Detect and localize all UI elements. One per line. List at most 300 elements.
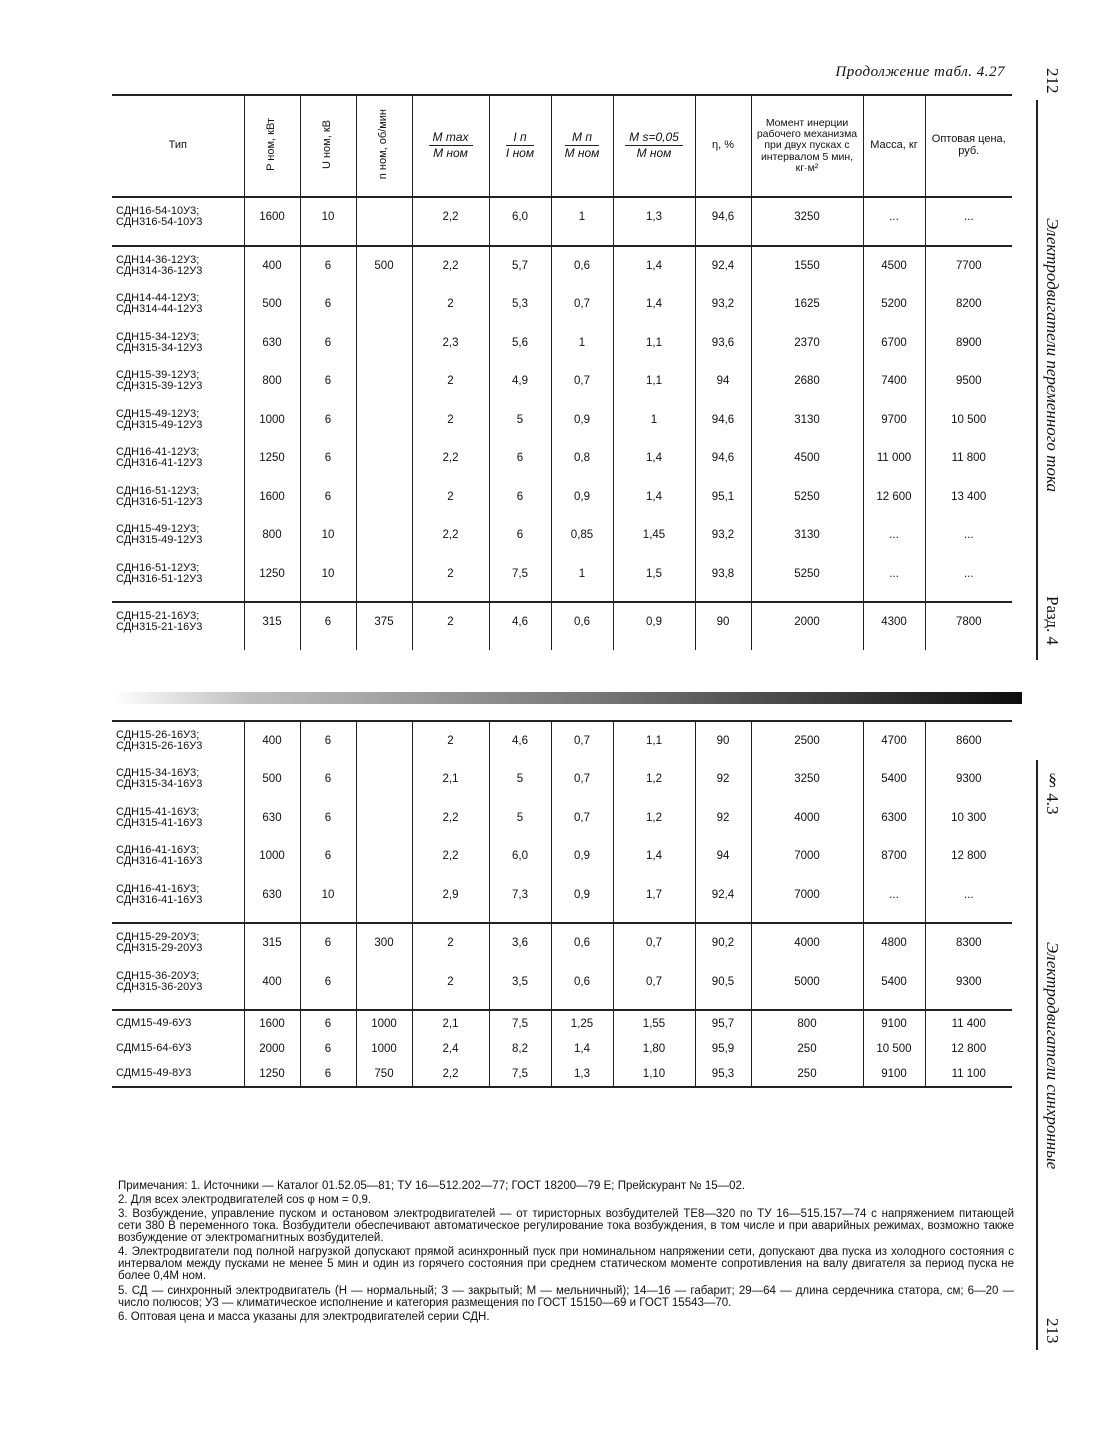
table-row [112, 1061, 1012, 1087]
cell-mass: ... [863, 197, 925, 237]
cell-type [112, 516, 244, 555]
table-row [112, 439, 1012, 478]
cell-voltage: 6 [300, 963, 356, 1002]
cell-mmax: 2 [412, 923, 489, 963]
type-line-2: СДН314-44-12У3 [116, 303, 203, 316]
paragraph-label: § 4.3 [1043, 770, 1062, 815]
cell-efficiency: 94 [695, 362, 751, 401]
cell-ip: 3,5 [489, 963, 551, 1002]
cell-voltage: 6 [300, 285, 356, 324]
cell-m005: 1,45 [613, 516, 695, 555]
cell-power: 400 [244, 721, 300, 761]
header-mass: Масса, кг [863, 95, 925, 197]
cell-type [112, 197, 244, 237]
cell-voltage: 6 [300, 246, 356, 286]
cell-type [112, 963, 244, 1002]
cell-mmax: 2,2 [412, 1061, 489, 1087]
type-line-1: СДМ15-49-6У3 [116, 1017, 192, 1029]
table-row [112, 197, 1012, 237]
cell-voltage: 6 [300, 602, 356, 642]
cell-inertia: 5000 [751, 963, 863, 1002]
cell-mp: 0,6 [551, 246, 613, 286]
cell-mp: 0,7 [551, 799, 613, 838]
type-line-2: СДН316-41-16У3 [116, 893, 203, 906]
table-row [112, 923, 1012, 963]
cell-mass: 6700 [863, 324, 925, 363]
note-5: 5. СД — синхронный электродвигатель (Н — нормальный; З — закрытый; М — мельничный); 14—16 — габарит; 29—64 — длина сердечника статора, см; 6—20 — число полюсов; У3 — климатическое исполнение и категория размещения по ГОСТ 15150—69 и ГОСТ 15543—70. [118, 1284, 1014, 1309]
cell-price: 11 400 [925, 1010, 1012, 1036]
spacer-row [112, 1001, 1012, 1010]
cell-price: 9500 [925, 362, 1012, 401]
cell-ip: 7,5 [489, 1061, 551, 1087]
cell-type [112, 721, 244, 761]
cell-m005: 1,1 [613, 324, 695, 363]
cell-m005: 1,10 [613, 1061, 695, 1087]
cell-mp: 1 [551, 555, 613, 594]
cell-mmax: 2 [412, 721, 489, 761]
running-title-1: Электродвигатели переменного тока [1043, 218, 1062, 492]
running-title-2: Электродвигатели синхронные [1043, 942, 1062, 1170]
header-efficiency: η, % [695, 95, 751, 197]
cell-type [112, 1010, 244, 1036]
cell-efficiency: 90 [695, 721, 751, 761]
cell-ip: 4,6 [489, 721, 551, 761]
cell-mp: 1,4 [551, 1036, 613, 1061]
cell-voltage: 6 [300, 721, 356, 761]
table-row [112, 837, 1012, 876]
cell-price: 12 800 [925, 837, 1012, 876]
cell-inertia: 800 [751, 1010, 863, 1036]
cell-m005: 1 [613, 401, 695, 440]
cell-type [112, 876, 244, 915]
type-line-2: СДН316-41-16У3 [116, 855, 203, 868]
cell-mmax: 2,1 [412, 1010, 489, 1036]
cell-voltage: 10 [300, 516, 356, 555]
cell-inertia: 2370 [751, 324, 863, 363]
cell-mmax: 2,2 [412, 439, 489, 478]
spacer-row [112, 593, 1012, 602]
cell-ip: 6 [489, 439, 551, 478]
cell-mass: 11 000 [863, 439, 925, 478]
cell-power: 1000 [244, 837, 300, 876]
type-line-1: СДН16-54-10У3; [116, 205, 200, 218]
cell-speed: 1000 [356, 1036, 412, 1061]
note-2: 2. Для всех электродвигателей cos φ ном = 0,9. [118, 1194, 372, 1207]
cell-ip: 4,6 [489, 602, 551, 642]
type-line-2: СДН315-34-12У3 [116, 341, 203, 354]
cell-ip: 5 [489, 760, 551, 799]
cell-efficiency: 93,6 [695, 324, 751, 363]
cell-ip: 5 [489, 799, 551, 838]
cell-inertia: 4000 [751, 923, 863, 963]
cell-voltage: 10 [300, 197, 356, 237]
cell-mp: 0,6 [551, 602, 613, 642]
cell-m005: 1,55 [613, 1010, 695, 1036]
cell-speed [356, 516, 412, 555]
cell-efficiency: 93,8 [695, 555, 751, 594]
type-line-2: СДН316-51-12У3 [116, 572, 203, 585]
cell-ip: 5 [489, 401, 551, 440]
type-line-1: СДН15-41-16У3; [116, 805, 200, 818]
cell-mp: 0,9 [551, 837, 613, 876]
type-line-1: СДН15-34-16У3; [116, 767, 200, 780]
table-row [112, 555, 1012, 594]
cell-ip: 5,7 [489, 246, 551, 286]
cell-power: 500 [244, 760, 300, 799]
header-mmax: $\frac{\text{M max}}{\text{M ном}}$ [412, 95, 489, 197]
header-price: Оптовая цена, руб. [925, 95, 1012, 197]
type-line-2: СДН315-29-20У3 [116, 942, 203, 955]
cell-speed [356, 555, 412, 594]
cell-inertia: 7000 [751, 837, 863, 876]
cell-speed [356, 963, 412, 1002]
cell-mmax: 2 [412, 401, 489, 440]
cell-price: 8300 [925, 923, 1012, 963]
type-line-1: СДН16-41-12У3; [116, 446, 200, 459]
cell-efficiency: 92,4 [695, 876, 751, 915]
cell-ip: 7,5 [489, 555, 551, 594]
cell-mp: 0,9 [551, 478, 613, 517]
cell-inertia: 250 [751, 1061, 863, 1087]
cell-mp: 0,7 [551, 721, 613, 761]
cell-inertia: 4500 [751, 439, 863, 478]
cell-price: 7700 [925, 246, 1012, 286]
cell-efficiency: 92 [695, 760, 751, 799]
cell-mp: 1 [551, 324, 613, 363]
cell-mp: 0,7 [551, 285, 613, 324]
cell-m005: 1,4 [613, 285, 695, 324]
cell-type [112, 837, 244, 876]
cell-m005: 1,1 [613, 362, 695, 401]
type-line-2: СДН316-41-12У3 [116, 457, 203, 470]
cell-voltage: 6 [300, 362, 356, 401]
cell-m005: 1,7 [613, 876, 695, 915]
cell-voltage: 6 [300, 324, 356, 363]
cell-type [112, 1061, 244, 1087]
cell-mmax: 2,9 [412, 876, 489, 915]
page-number-left: 212 [1043, 68, 1062, 94]
type-line-2: СДН315-34-16У3 [116, 778, 203, 791]
cell-mass: 4300 [863, 602, 925, 642]
page-gap [112, 650, 1012, 721]
cell-m005: 1,2 [613, 799, 695, 838]
cell-mp: 0,9 [551, 401, 613, 440]
cell-mass: 6300 [863, 799, 925, 838]
cell-price: 11 100 [925, 1061, 1012, 1087]
cell-m005: 1,1 [613, 721, 695, 761]
cell-m005: 1,4 [613, 478, 695, 517]
cell-mass: 8700 [863, 837, 925, 876]
type-line-1: СДН15-49-12У3; [116, 523, 200, 536]
table-row [112, 799, 1012, 838]
type-line-1: СДН15-49-12У3; [116, 407, 200, 420]
type-line-2: СДН315-41-16У3 [116, 816, 203, 829]
cell-mass: 7400 [863, 362, 925, 401]
type-line-2: СДН316-54-10У3 [116, 216, 203, 229]
cell-efficiency: 93,2 [695, 516, 751, 555]
cell-m005: 1,80 [613, 1036, 695, 1061]
table-row [112, 1036, 1012, 1061]
cell-speed [356, 837, 412, 876]
cell-m005: 0,7 [613, 963, 695, 1002]
header-power: P ном, кВт [244, 95, 300, 197]
notes [118, 1180, 1014, 1325]
type-line-2: СДН315-26-16У3 [116, 739, 203, 752]
cell-mp: 0,8 [551, 439, 613, 478]
table-row [112, 963, 1012, 1002]
type-line-2: СДН314-36-12У3 [116, 264, 203, 277]
cell-inertia: 1625 [751, 285, 863, 324]
cell-inertia: 1550 [751, 246, 863, 286]
cell-voltage: 6 [300, 923, 356, 963]
cell-ip: 4,9 [489, 362, 551, 401]
cell-inertia: 4000 [751, 799, 863, 838]
cell-mass: 9100 [863, 1061, 925, 1087]
cell-speed: 1000 [356, 1010, 412, 1036]
cell-mass: 10 500 [863, 1036, 925, 1061]
cell-efficiency: 92,4 [695, 246, 751, 286]
cell-mmax: 2 [412, 478, 489, 517]
cell-power: 800 [244, 362, 300, 401]
cell-speed [356, 439, 412, 478]
type-line-1: СДН15-39-12У3; [116, 369, 200, 382]
cell-power: 1600 [244, 478, 300, 517]
cell-type [112, 1036, 244, 1061]
type-line-2: СДН315-39-12У3 [116, 380, 203, 393]
cell-power: 315 [244, 602, 300, 642]
cell-mp: 1 [551, 197, 613, 237]
cell-type [112, 439, 244, 478]
cell-price: 10 300 [925, 799, 1012, 838]
cell-efficiency: 95,3 [695, 1061, 751, 1087]
cell-mmax: 2 [412, 963, 489, 1002]
cell-efficiency: 94,6 [695, 401, 751, 440]
section-label: Разд. 4 [1043, 596, 1062, 646]
header-m005: $\frac{\text{M s=0,05}}{\text{M ном}}$ [613, 95, 695, 197]
cell-m005: 0,9 [613, 602, 695, 642]
cell-speed: 300 [356, 923, 412, 963]
cell-ip: 6 [489, 478, 551, 517]
cell-power: 1000 [244, 401, 300, 440]
spacer-row [112, 237, 1012, 246]
cell-speed [356, 197, 412, 237]
cell-efficiency: 93,2 [695, 285, 751, 324]
cell-ip: 6,0 [489, 197, 551, 237]
cell-inertia: 3130 [751, 516, 863, 555]
cell-speed [356, 876, 412, 915]
cell-mmax: 2 [412, 602, 489, 642]
cell-power: 1250 [244, 439, 300, 478]
cell-inertia: 5250 [751, 555, 863, 594]
cell-ip: 5,6 [489, 324, 551, 363]
note-3: 3. Возбуждение, управление пуском и остановом электродвигателей — от тиристорных возбудителей ТЕ8—320 по ТУ 16—515.157—74 с напряжением питающей сети 380 В переменного тока. Возбудители обеспечивают автоматическое регулирование тока возбуждения, в том числе и при аварийных режимах, возможно также возбуждение от электромагнитных возбудителей. [118, 1208, 1014, 1245]
cell-mass: 9100 [863, 1010, 925, 1036]
table-row [112, 246, 1012, 286]
cell-ip: 6,0 [489, 837, 551, 876]
cell-power: 630 [244, 876, 300, 915]
cell-type [112, 246, 244, 286]
note-4: 4. Электродвигатели под полной нагрузкой допускают прямой асинхронный пуск при номинальном напряжении сети, допускают два пуска из холодного состояния с интервалом между пусками не менее 5 мин и один из горячего состояния при среднем статическом моменте сопротивления на валу двигателя за период пуска не более 0,4M ном. [118, 1246, 1014, 1283]
table-row [112, 324, 1012, 363]
cell-voltage: 6 [300, 799, 356, 838]
header-mp: $\frac{\text{M п}}{\text{M ном}}$ [551, 95, 613, 197]
type-line-2: СДН315-49-12У3 [116, 418, 203, 431]
cell-mp: 0,85 [551, 516, 613, 555]
table-row [112, 721, 1012, 761]
cell-power: 500 [244, 285, 300, 324]
cell-price: ... [925, 516, 1012, 555]
cell-m005: 1,5 [613, 555, 695, 594]
table-row [112, 602, 1012, 642]
cell-price: 8900 [925, 324, 1012, 363]
type-line-1: СДМ15-64-6У3 [116, 1042, 192, 1054]
cell-mass: 12 600 [863, 478, 925, 517]
cell-efficiency: 94,6 [695, 439, 751, 478]
cell-mp: 1,3 [551, 1061, 613, 1087]
cell-speed [356, 285, 412, 324]
scan-band [112, 650, 1012, 721]
cell-ip: 6 [489, 516, 551, 555]
cell-m005: 1,3 [613, 197, 695, 237]
cell-mp: 0,7 [551, 362, 613, 401]
cell-inertia: 7000 [751, 876, 863, 915]
cell-price: ... [925, 876, 1012, 915]
header-type: Тип [112, 95, 244, 197]
table-row [112, 760, 1012, 799]
cell-mass: ... [863, 555, 925, 594]
cell-price: 8200 [925, 285, 1012, 324]
cell-power: 630 [244, 324, 300, 363]
table-row [112, 516, 1012, 555]
type-line-1: СДН16-51-12У3; [116, 561, 200, 574]
cell-ip: 7,3 [489, 876, 551, 915]
cell-ip: 7,5 [489, 1010, 551, 1036]
cell-mp: 0,9 [551, 876, 613, 915]
cell-inertia: 3250 [751, 197, 863, 237]
cell-price: 9300 [925, 963, 1012, 1002]
cell-speed [356, 478, 412, 517]
edge-rule-top [1036, 100, 1038, 660]
table-row [112, 285, 1012, 324]
table-body [112, 197, 1012, 1087]
type-line-1: СДН14-36-12У3; [116, 253, 200, 266]
type-line-1: СДН16-51-12У3; [116, 484, 200, 497]
cell-voltage: 6 [300, 837, 356, 876]
cell-voltage: 6 [300, 478, 356, 517]
cell-speed [356, 799, 412, 838]
cell-power: 400 [244, 963, 300, 1002]
cell-m005: 1,4 [613, 246, 695, 286]
cell-inertia: 2500 [751, 721, 863, 761]
cell-price: 12 800 [925, 1036, 1012, 1061]
cell-ip: 8,2 [489, 1036, 551, 1061]
spacer-row [112, 642, 1012, 650]
cell-inertia: 2680 [751, 362, 863, 401]
type-line-1: СДН16-41-16У3; [116, 844, 200, 857]
cell-type [112, 760, 244, 799]
cell-price: 10 500 [925, 401, 1012, 440]
cell-mass: 4500 [863, 246, 925, 286]
cell-speed: 750 [356, 1061, 412, 1087]
cell-voltage: 6 [300, 760, 356, 799]
spacer-row [112, 914, 1012, 923]
cell-m005: 0,7 [613, 923, 695, 963]
note-6: 6. Оптовая цена и масса указаны для электродвигателей серии СДН. [118, 1310, 490, 1323]
cell-efficiency: 95,7 [695, 1010, 751, 1036]
cell-price: 11 800 [925, 439, 1012, 478]
cell-mmax: 2,2 [412, 246, 489, 286]
type-line-1: СДМ15-49-8У3 [116, 1067, 192, 1079]
cell-inertia: 3250 [751, 760, 863, 799]
cell-efficiency: 90 [695, 602, 751, 642]
cell-mmax: 2 [412, 285, 489, 324]
type-line-2: СДН315-36-20У3 [116, 980, 203, 993]
motor-table [112, 94, 1012, 1088]
cell-voltage: 6 [300, 401, 356, 440]
cell-type [112, 401, 244, 440]
cell-speed [356, 721, 412, 761]
cell-type [112, 799, 244, 838]
cell-mmax: 2,2 [412, 516, 489, 555]
cell-speed [356, 324, 412, 363]
cell-efficiency: 94,6 [695, 197, 751, 237]
scan-shadow [112, 692, 1022, 704]
cell-power: 800 [244, 516, 300, 555]
type-line-1: СДН15-29-20У3; [116, 931, 200, 944]
cell-mass: 9700 [863, 401, 925, 440]
cell-speed [356, 401, 412, 440]
cell-speed: 375 [356, 602, 412, 642]
cell-mass: 4700 [863, 721, 925, 761]
cell-m005: 1,2 [613, 760, 695, 799]
cell-efficiency: 90,5 [695, 963, 751, 1002]
cell-price: ... [925, 197, 1012, 237]
cell-mass: 4800 [863, 923, 925, 963]
cell-price: 13 400 [925, 478, 1012, 517]
cell-power: 1600 [244, 1010, 300, 1036]
cell-power: 2000 [244, 1036, 300, 1061]
header-row [112, 95, 1012, 197]
cell-inertia: 2000 [751, 602, 863, 642]
type-line-2: СДН315-21-16У3 [116, 621, 203, 634]
cell-mp: 0,7 [551, 760, 613, 799]
cell-price: 8600 [925, 721, 1012, 761]
cell-power: 315 [244, 923, 300, 963]
cell-m005: 1,4 [613, 837, 695, 876]
cell-mass: 5400 [863, 760, 925, 799]
cell-type [112, 602, 244, 642]
cell-efficiency: 95,1 [695, 478, 751, 517]
table-row [112, 876, 1012, 915]
cell-type [112, 555, 244, 594]
cell-mmax: 2,4 [412, 1036, 489, 1061]
type-line-1: СДН16-41-16У3; [116, 882, 200, 895]
cell-power: 1250 [244, 555, 300, 594]
cell-type [112, 923, 244, 963]
cell-voltage: 10 [300, 876, 356, 915]
cell-voltage: 6 [300, 439, 356, 478]
type-line-1: СДН15-21-16У3; [116, 610, 200, 623]
cell-mmax: 2,2 [412, 197, 489, 237]
cell-mass: 5400 [863, 963, 925, 1002]
cell-mmax: 2,2 [412, 837, 489, 876]
cell-mmax: 2,3 [412, 324, 489, 363]
cell-type [112, 362, 244, 401]
cell-mass: ... [863, 516, 925, 555]
header-ip: $\frac{\text{I п}}{\text{I ном}}$ [489, 95, 551, 197]
cell-type [112, 324, 244, 363]
header-voltage: U ном, кВ [300, 95, 356, 197]
